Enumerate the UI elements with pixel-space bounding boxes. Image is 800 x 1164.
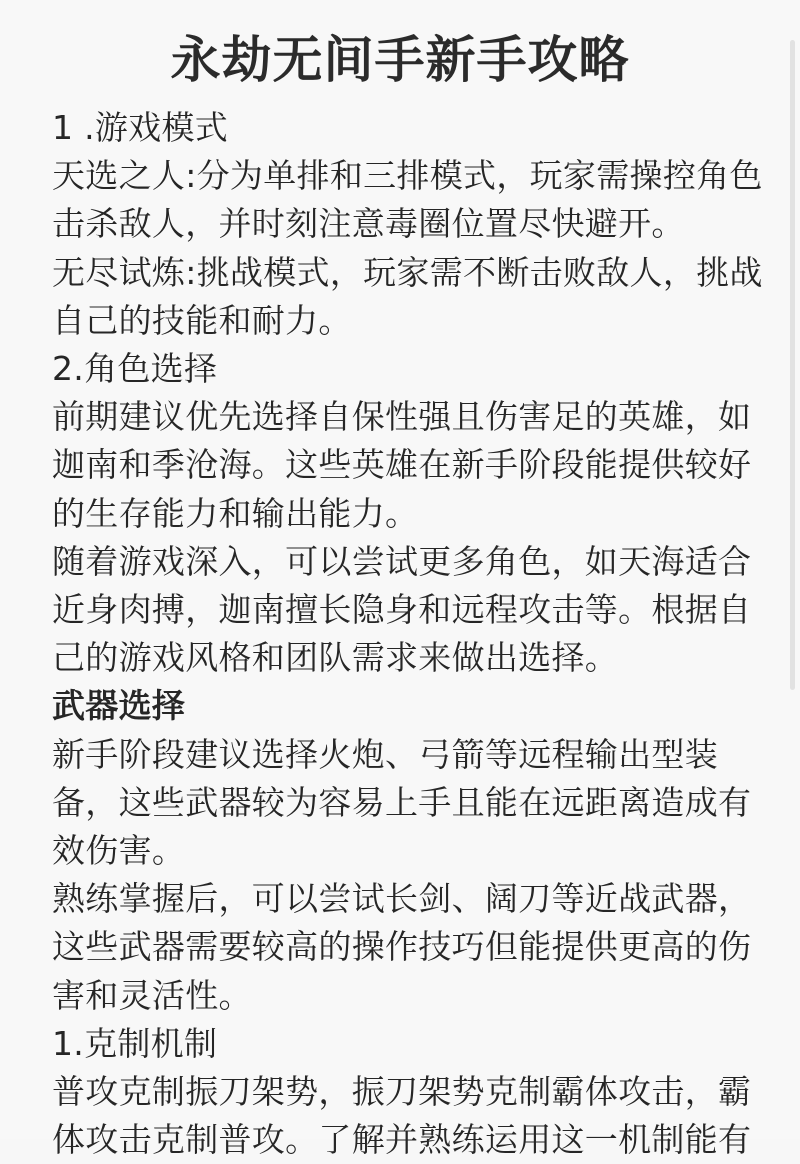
paragraph-line: 熟练掌握后，可以尝试长剑、阔刀等近战武器， (52, 879, 752, 919)
paragraph-line: 新手阶段建议选择火炮、弓箭等远程输出型装 (52, 734, 718, 774)
section-heading-game-mode: 1 .游戏模式 (52, 108, 229, 147)
paragraph-line: 随着游戏深入，可以尝试更多角色，如天海适合 (52, 541, 752, 581)
paragraph-line: 的生存能力和输出能力。 (52, 493, 419, 533)
paragraph-line: 效伤害。 (52, 831, 186, 871)
paragraph-line: 前期建议优先选择自保性强且伤害足的英雄，如 (52, 397, 752, 437)
section-heading-counter-mechanism: 1.克制机制 (52, 1023, 218, 1063)
paragraph-line: 备，这些武器较为容易上手且能在远距离造成有 (52, 782, 752, 822)
paragraph-line: 普攻克制振刀架势，振刀架势克制霸体攻击，霸 (52, 1072, 752, 1112)
paragraph-line: 体攻击克制普攻。了解并熟练运用这一机制能有 (52, 1120, 752, 1160)
section-heading-character-selection: 2.角色选择 (52, 349, 218, 389)
paragraph-line: 这些武器需要较高的操作技巧但能提供更高的伤 (52, 927, 752, 967)
paragraph-line: 害和灵活性。 (52, 975, 252, 1015)
paragraph-line: 己的游戏风格和团队需求来做出选择。 (52, 638, 619, 678)
paragraph-line: 击杀敌人，并时刻注意毒圈位置尽快避开。 (52, 204, 685, 244)
paragraph-line: 自己的技能和耐力。 (52, 300, 352, 340)
paragraph-line: 迦南和季沧海。这些英雄在新手阶段能提供较好 (52, 445, 752, 485)
vertical-scrollbar[interactable] (790, 40, 795, 690)
paragraph-line: 天选之人:分为单排和三排模式，玩家需操控角色 (52, 156, 763, 196)
article-body (52, 104, 763, 1164)
article-title: 永劫无间手新手攻略 (170, 31, 630, 89)
paragraph-line: 无尽试炼:挑战模式，玩家需不断击败敌人，挑战 (52, 252, 763, 292)
paragraph-line: 近身肉搏，迦南擅长隐身和远程攻击等。根据自 (52, 590, 752, 630)
section-heading-weapon-selection: 武器选择 (52, 686, 186, 726)
